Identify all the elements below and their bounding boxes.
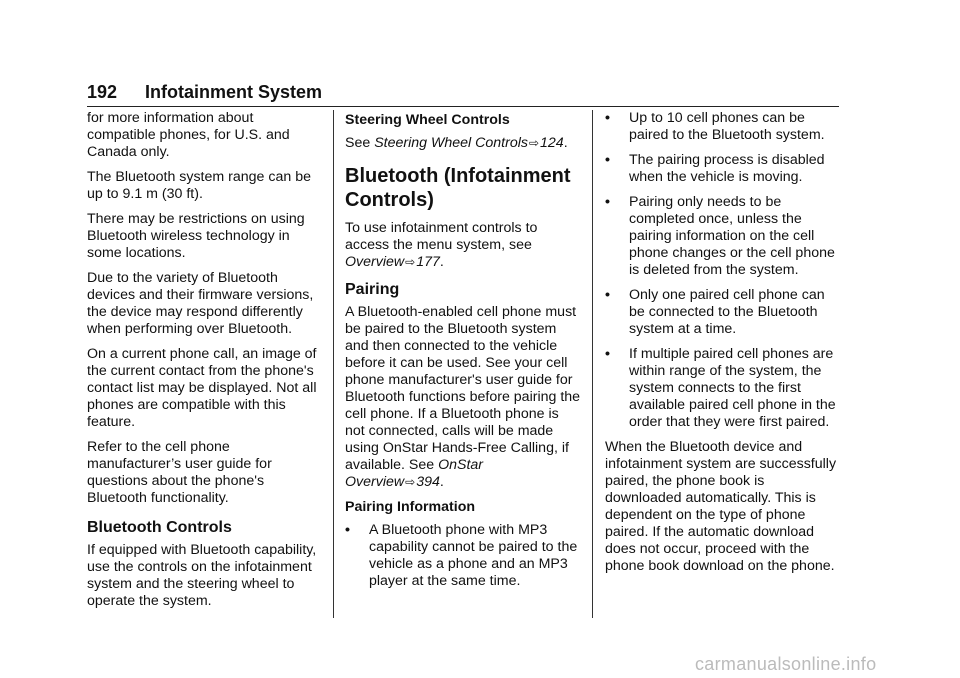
text: A Bluetooth-enabled cell phone must be paired to the Bluetooth system and then connected to the vehicle before it can be used. See your cell phone manufacturer's user guide for Bluetooth functions before pairing the cell phone. If a Bluetooth phone is not connected, calls will be made using OnStar Hands-Free Calling, if available. See	[345, 304, 581, 473]
paragraph: When the Bluetooth device and infotainment system are successfully paired, the phone book is downloaded automatically. This is dependent on the type of phone paired. If the automatic download does not occur, proceed with the phone book download on the phone.	[605, 439, 837, 574]
paragraph: Due to the variety of Bluetooth devices and their firmware versions, the device may respond differently when performing over Bluetooth.	[87, 270, 314, 337]
column-divider-1	[333, 110, 334, 618]
bullet-icon: •	[605, 194, 610, 210]
list-item	[605, 152, 843, 186]
xref-page[interactable]: 394	[416, 474, 440, 490]
list-item	[605, 346, 843, 431]
watermark: carmanualsonline.info	[695, 654, 877, 674]
list-item-text: A Bluetooth phone with MP3 capability cannot be paired to the vehicle as a phone and an MP3 player at the same time.	[369, 522, 578, 589]
punctuation: .	[439, 474, 444, 490]
list-item	[605, 110, 843, 144]
xref-page[interactable]: 177	[416, 254, 440, 270]
heading-steering-wheel-controls: Steering Wheel Controls	[345, 112, 510, 128]
column-3	[605, 110, 843, 583]
punctuation: .	[563, 135, 568, 151]
xref-steering-wheel-controls[interactable]: Steering Wheel Controls	[374, 135, 528, 151]
bullet-icon: •	[605, 287, 610, 303]
see-prefix: See	[345, 135, 375, 151]
paragraph: There may be restrictions on using Bluetooth wireless technology in some locations.	[87, 211, 305, 261]
list-item	[605, 287, 843, 338]
list-item-text: Only one paired cell phone can be connected to the Bluetooth system at a time.	[629, 287, 825, 337]
page-arrow-icon: ⇨	[405, 255, 416, 269]
paragraph: The Bluetooth system range can be up to 9.1 m (30 ft).	[87, 169, 311, 202]
paragraph	[345, 304, 581, 491]
section-title: Infotainment System	[145, 82, 323, 102]
page-arrow-icon: ⇨	[528, 136, 540, 150]
bullet-icon: •	[345, 522, 350, 538]
paragraph: On a current phone call, an image of the current contact from the phone's contact list may be displayed. Not all phones are compatible with this feature.	[87, 346, 317, 430]
xref-overview[interactable]: Overview	[345, 254, 405, 270]
punctuation: .	[439, 254, 444, 270]
page-number: 192	[87, 82, 118, 102]
heading-bluetooth-infotainment-controls: Bluetooth (Infotainment Controls)	[345, 165, 571, 211]
list-item-text: Up to 10 cell phones can be paired to the Bluetooth system.	[629, 110, 825, 143]
xref-onstar-overview[interactable]: OnStar Overview	[345, 457, 484, 490]
heading-pairing-information: Pairing Information	[345, 499, 476, 515]
paragraph: for more information about compatible phones, for U.S. and Canada only.	[87, 110, 290, 160]
xref-page[interactable]: 124	[540, 135, 564, 151]
list-item-text: The pairing process is disabled when the vehicle is moving.	[629, 152, 825, 185]
paragraph: Refer to the cell phone manufacturer’s user guide for questions about the phone's Bluetooth functionality.	[87, 439, 272, 506]
heading-pairing: Pairing	[345, 281, 400, 298]
bullet-icon: •	[605, 152, 610, 168]
list-item	[345, 522, 581, 590]
bullet-icon: •	[605, 346, 610, 362]
column-1	[87, 110, 323, 618]
text: To use infotainment controls to access the menu system, see	[345, 220, 538, 253]
list-item	[605, 194, 843, 279]
see-reference	[345, 135, 581, 152]
page-arrow-icon: ⇨	[405, 475, 416, 489]
list-item-text: Pairing only needs to be completed once, unless the pairing information on the cell phone changes or the cell phone is deleted from the system.	[629, 194, 835, 278]
bullet-icon: •	[605, 110, 610, 126]
column-divider-2	[592, 110, 593, 618]
column-2	[345, 110, 581, 598]
page-header	[87, 80, 839, 107]
paragraph	[345, 220, 581, 271]
list-item-text: If multiple paired cell phones are within range of the system, the system connects to the first available paired cell phone in the order that they were first paired.	[629, 346, 836, 430]
paragraph: If equipped with Bluetooth capability, use the controls on the infotainment system and the steering wheel to operate the system.	[87, 542, 317, 609]
heading-bluetooth-controls: Bluetooth Controls	[87, 519, 232, 536]
